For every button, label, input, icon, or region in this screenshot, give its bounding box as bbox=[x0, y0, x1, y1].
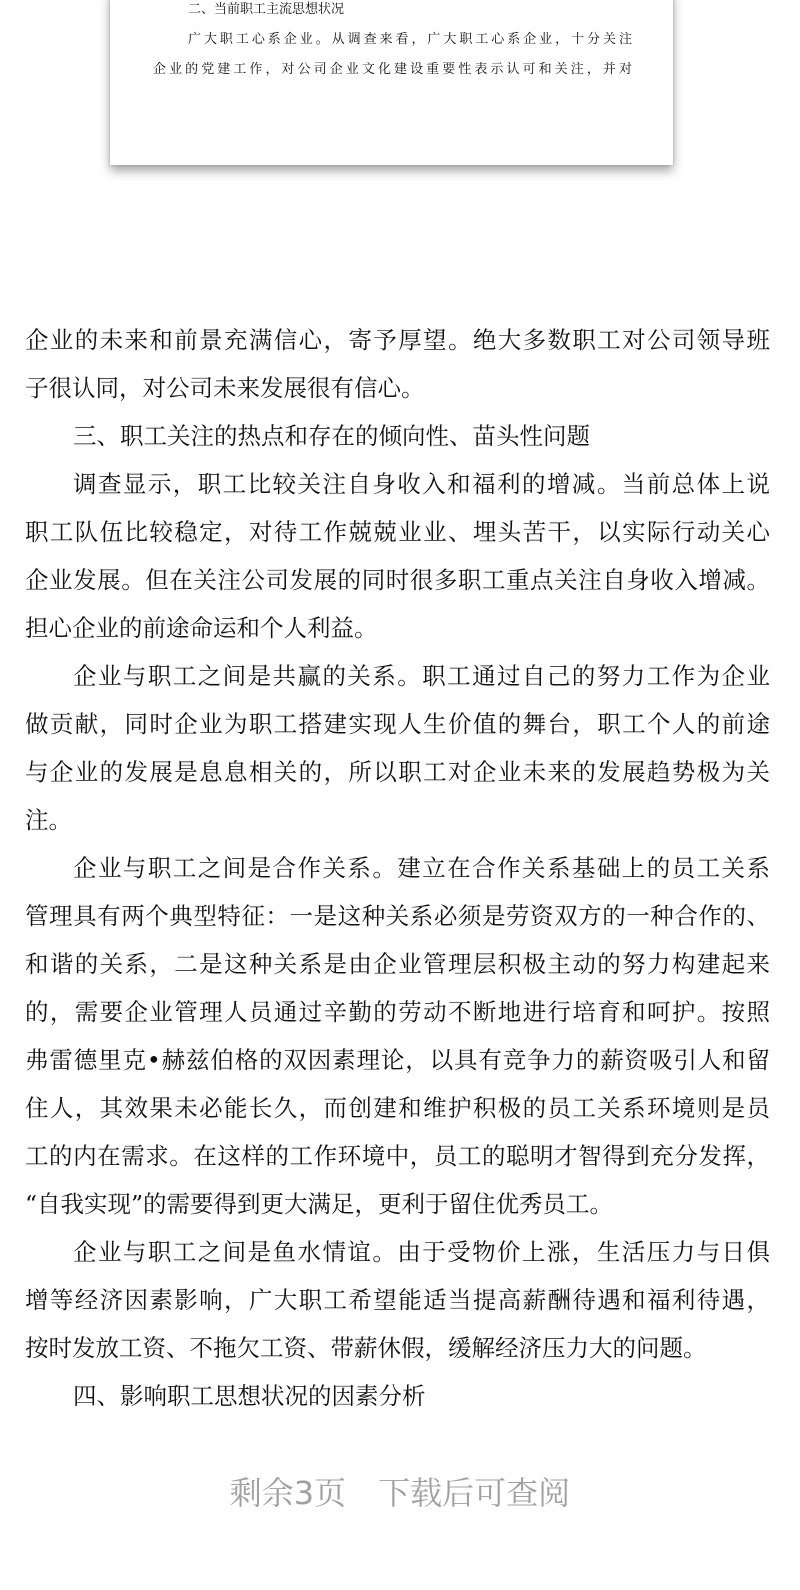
document-preview-card bbox=[110, 0, 673, 165]
remaining-pages-label: 剩余3页 bbox=[229, 1474, 347, 1512]
text-line: 企业的未来和前景充满信心，寄予厚望。绝大多数职工对公司领导班 bbox=[25, 326, 770, 354]
download-to-view-link[interactable]: 下载后可查阅 bbox=[378, 1474, 571, 1512]
card-heading: 二、当前职工主流思想状况 bbox=[188, 2, 345, 17]
text-line: 的，需要企业管理人员通过辛勤的劳动不断地进行培育和呵护。按照 bbox=[25, 998, 770, 1026]
text-line: 职工队伍比较稳定，对待工作兢兢业业、埋头苦干，以实际行动关心 bbox=[25, 518, 770, 546]
card-text-line: 企业的党建工作，对公司企业文化建设重要性表示认可和关注，并对 bbox=[153, 62, 632, 77]
text-line: 住人，其效果未必能长久，而创建和维护积极的员工关系环境则是员 bbox=[25, 1094, 770, 1122]
section-heading: 三、职工关注的热点和存在的倾向性、苗头性问题 bbox=[73, 422, 590, 450]
section-heading: 四、影响职工思想状况的因素分析 bbox=[73, 1382, 426, 1410]
text-line: “自我实现”的需要得到更大满足，更利于留住优秀员工。 bbox=[25, 1190, 614, 1218]
text-line: 弗雷德里克•赫兹伯格的双因素理论，以具有竞争力的薪资吸引人和留 bbox=[25, 1046, 770, 1074]
text-line: 和谐的关系，二是这种关系是由企业管理层积极主动的努力构建起来 bbox=[25, 950, 770, 978]
text-line: 工的内在需求。在这样的工作环境中，员工的聪明才智得到充分发挥， bbox=[25, 1142, 770, 1170]
text-line: 调查显示，职工比较关注自身收入和福利的增减。当前总体上说 bbox=[73, 470, 770, 498]
text-line: 与企业的发展是息息相关的，所以职工对企业未来的发展趋势极为关 bbox=[25, 758, 770, 786]
text-line: 按时发放工资、不拖欠工资、带薪休假，缓解经济压力大的问题。 bbox=[25, 1334, 707, 1362]
text-line: 企业发展。但在关注公司发展的同时很多职工重点关注自身收入增减。 bbox=[25, 566, 770, 594]
text-line: 做贡献，同时企业为职工搭建实现人生价值的舞台，职工个人的前途 bbox=[25, 710, 770, 738]
text-line: 担心企业的前途命运和个人利益。 bbox=[25, 614, 378, 642]
download-prompt[interactable] bbox=[0, 1468, 800, 1514]
card-text-line: 广大职工心系企业。从调查来看，广大职工心系企业，十分关注 bbox=[188, 32, 632, 47]
text-line: 企业与职工之间是共赢的关系。职工通过自己的努力工作为企业 bbox=[73, 662, 770, 690]
text-line: 注。 bbox=[25, 806, 72, 834]
document-body bbox=[25, 316, 770, 1420]
text-line: 管理具有两个典型特征：一是这种关系必须是劳资双方的一种合作的、 bbox=[25, 902, 770, 930]
text-line: 企业与职工之间是合作关系。建立在合作关系基础上的员工关系 bbox=[73, 854, 770, 882]
text-line: 子很认同，对公司未来发展很有信心。 bbox=[25, 374, 425, 402]
text-line: 增等经济因素影响，广大职工希望能适当提高薪酬待遇和福利待遇， bbox=[25, 1286, 770, 1314]
text-line: 企业与职工之间是鱼水情谊。由于受物价上涨，生活压力与日俱 bbox=[73, 1238, 770, 1266]
